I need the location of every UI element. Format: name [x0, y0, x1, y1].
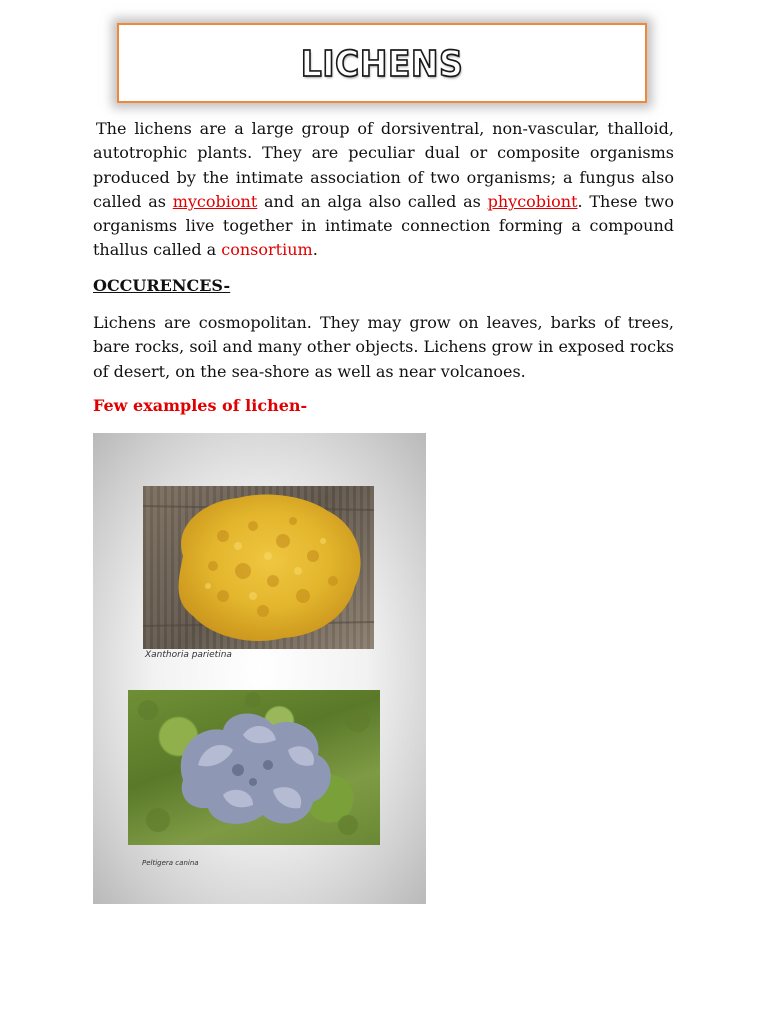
intro-text-2: and an alga also called as — [257, 191, 488, 211]
lichen-examples-figure — [93, 433, 426, 904]
intro-paragraph — [93, 117, 674, 263]
caption-xanthoria: Xanthoria parietina — [145, 650, 232, 660]
occurrences-paragraph: Lichens are cosmopolitan. They may grow on leaves, barks of trees, bare rocks, soil and many other objects. Lichens grow in exposed rocks of desert, on the sea-shore as well as near volcanoes. — [93, 313, 674, 381]
intro-text-1: The lichens are a large group of dorsiventral, non-vascular, thalloid, autotrophic plants. They are peculiar dual or composite organisms produced by the intimate association of two organisms; a fungus also called as — [93, 119, 674, 211]
yellow-lichen-photo — [143, 486, 374, 649]
grey-lichen-photo — [128, 690, 380, 845]
intro-text-3: . These two organisms live together in intimate connection forming a compound thallus called a — [93, 191, 674, 260]
occurrences-heading: OCCURENCES- — [93, 276, 231, 295]
examples-heading: Few examples of lichen- — [93, 396, 308, 415]
term-consortium: consortium — [221, 240, 313, 260]
xanthoria-illustration — [143, 486, 374, 649]
title-box — [117, 23, 647, 103]
peltigera-illustration — [128, 690, 380, 845]
intro-text-4: . — [312, 240, 318, 260]
term-phycobiont: phycobiont — [487, 191, 578, 211]
term-mycobiont: mycobiont — [172, 191, 258, 211]
page-title: LICHENS — [300, 41, 464, 85]
caption-peltigera: Peltigera canina — [142, 859, 199, 867]
